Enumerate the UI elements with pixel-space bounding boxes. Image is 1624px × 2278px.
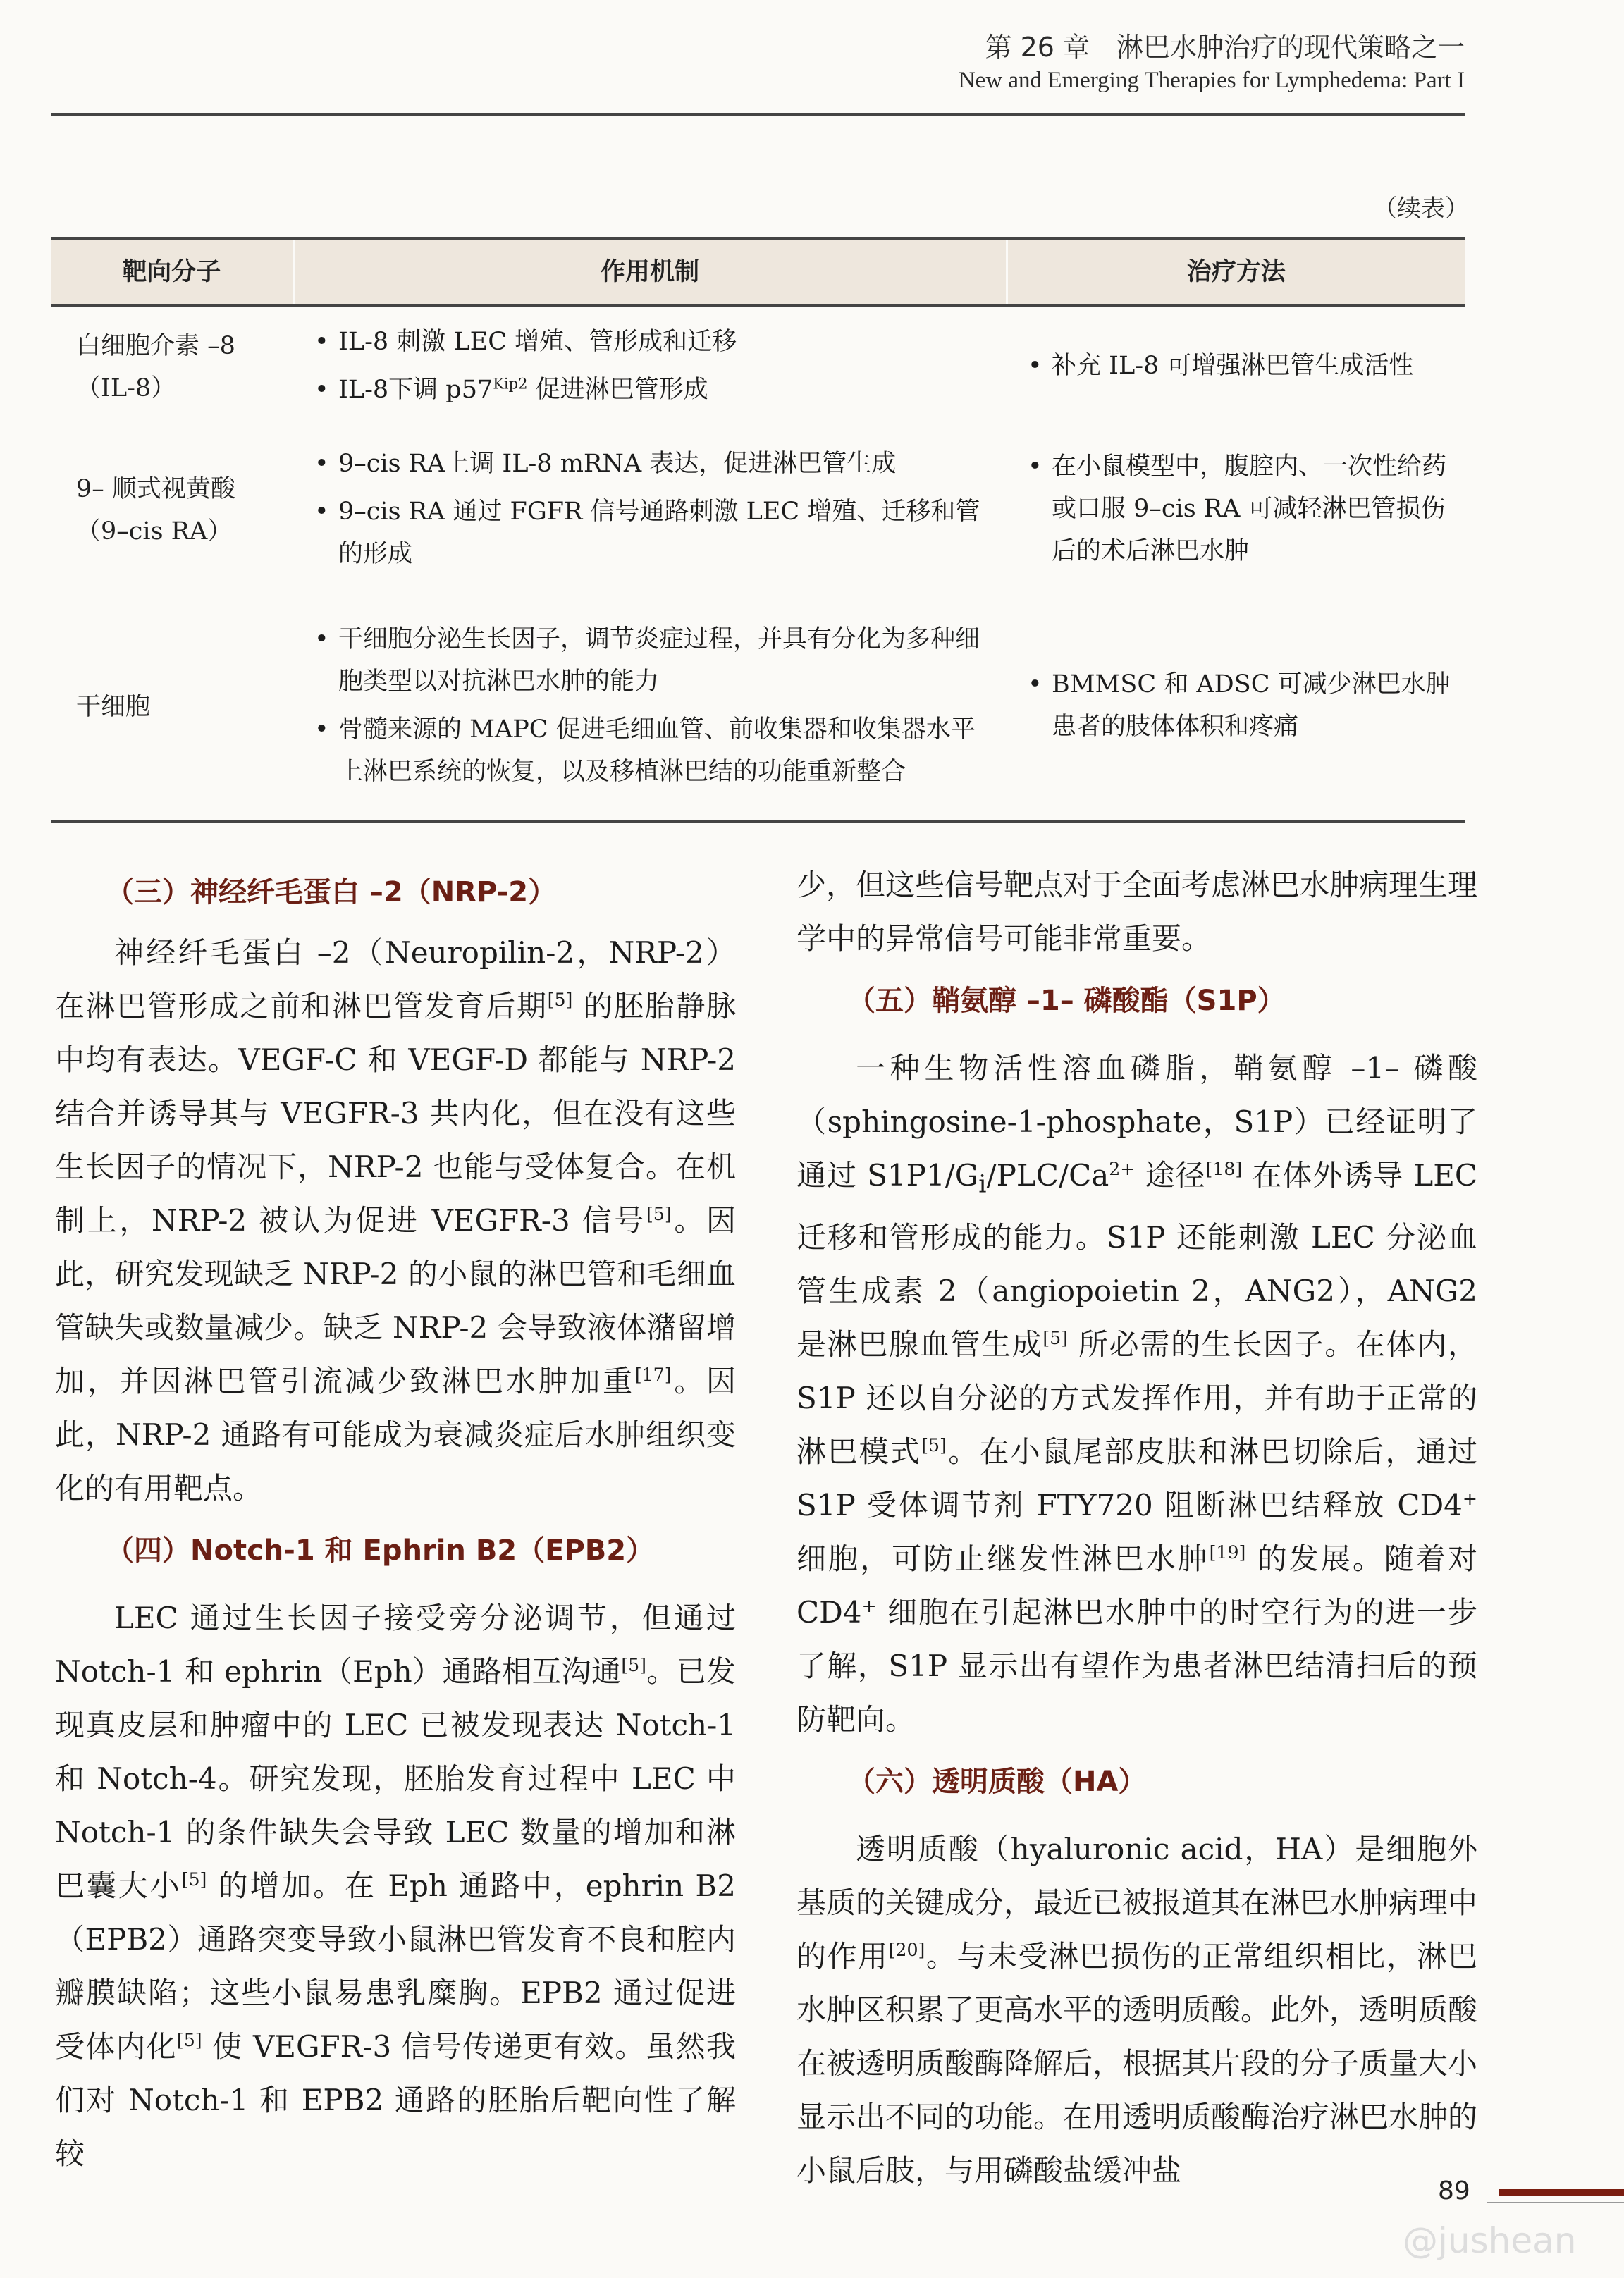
- left-column: [55, 858, 736, 2181]
- row-target: 干细胞: [51, 593, 293, 821]
- paragraph-nrp2: 神经纤毛蛋白 –2（Neuropilin-2，NRP-2）在淋巴管形成之前和淋巴管发育后期[5] 的胚胎静脉中均有表达。VEGF-C 和 VEGF-D 都能与 NRP-2 结合并诱导其与 VEGFR-3 共内化，但在没有这些生长因子的情况下，NRP-2 也能与受体复合。在机制上，NRP-2 被认为促进 VEGFR-3 信号[5]。因此，研究发现缺乏 NRP-2 的小鼠的淋巴管和毛细血管缺失或数量减少。缺乏 NRP-2 会导致液体潴留增加，并因淋巴管引流减少致淋巴水肿加重[17]。因此，NRP-2 通路有可能成为衰减炎症后水肿组织变化的有用靶点。: [55, 935, 736, 1506]
- therapy-bullet: • 在小鼠模型中，腹腔内、一次性给药或口服 9–cis RA 可减轻淋巴管损伤后的术后淋巴水肿: [1021, 445, 1451, 572]
- mechanism-bullet: • 骨髓来源的 MAPC 促进毛细血管、前收集器和收集器水平上淋巴系统的恢复，以及移植淋巴结的功能重新整合: [307, 708, 992, 793]
- therapy-bullet: • 补充 IL-8 可增强淋巴管生成活性: [1021, 345, 1451, 387]
- mechanism-bullet: • IL-8 刺激 LEC 增殖、管形成和迁移: [307, 321, 992, 363]
- watermark-text: @jushean: [1403, 2220, 1577, 2261]
- chapter-title-en: New and Emerging Therapies for Lymphedema: Part I: [958, 68, 1465, 93]
- paragraph-notch: LEC 通过生长因子接受旁分泌调节，但通过 Notch-1 和 ephrin（Eph）通路相互沟通[5]。已发现真皮层和肿瘤中的 LEC 已被发现表达 Notch-1 和 Notch-4。研究发现，胚胎发育过程中 LEC 中 Notch-1 的条件缺失会导致 LEC 数量的增加和淋巴囊大小[5] 的增加。在 Eph 通路中，ephrin B2（EPB2）通路突变导致小鼠淋巴管发育不良和腔内瓣膜缺陷；这些小鼠易患乳糜胸。EPB2 通过促进受体内化[5] 使 VEGFR-3 信号传递更有效。虽然我们对 Notch-1 和 EPB2 通路的胚胎后靶向性了解较: [55, 1601, 736, 2171]
- row-mechanism: [293, 426, 1007, 593]
- header-mechanism: 作用机制: [293, 238, 1007, 306]
- chapter-title-cn: 第 26 章 淋巴水肿治疗的现代策略之一: [985, 32, 1465, 63]
- section-heading-s1p: （五）鞘氨醇 –1– 磷酸酯（S1P）: [847, 985, 1286, 1017]
- header-target: 靶向分子: [51, 238, 293, 306]
- section-heading-ha: （六）透明质酸（HA）: [847, 1766, 1147, 1799]
- section-heading-notch: （四）Notch-1 和 Ephrin B2（EPB2）: [106, 1534, 655, 1567]
- footer-rule: [1487, 2202, 1624, 2203]
- header-therapy: 治疗方法: [1007, 238, 1465, 306]
- table-header-row: [51, 238, 1465, 306]
- row-target: 9– 顺式视黄酸 （9–cis RA）: [76, 475, 235, 546]
- page-number: 89: [1438, 2177, 1470, 2205]
- therapy-bullet: • BMMSC 和 ADSC 可减少淋巴水肿患者的肢体体积和疼痛: [1021, 663, 1451, 748]
- row-mechanism: [293, 593, 1007, 821]
- table-row: [51, 593, 1465, 821]
- row-mechanism: [293, 306, 1007, 427]
- paragraph-ha: 透明质酸（hyaluronic acid，HA）是细胞外基质的关键成分，最近已被报道其在淋巴水肿病理中的作用[20]。与未受淋巴损伤的正常组织相比，淋巴水肿区积累了更高水平的透明质酸。此外，透明质酸在被透明质酸酶降解后，根据其片段的分子质量大小显示出不同的功能。在用透明质酸酶治疗淋巴水肿的小鼠后肢，与用磷酸盐缓冲盐: [796, 1832, 1478, 2188]
- paragraph-s1p: 一种生物活性溶血磷脂，鞘氨醇 –1– 磷酸（sphingosine-1-phosphate，S1P）已经证明了通过 $S1P1/G_i/PLC/Ca^{2+}$ 途径[18] 在体外诱导 LEC 迁移和管形成的能力。S1P 还能刺激 LEC 分泌血管生成素 2（angiopoietin 2，ANG2），ANG2 是淋巴腺血管生成[5] 所必需的生长因子。在体内，S1P 还以自分泌的方式发挥作用，并有助于正常的淋巴模式[5]。在小鼠尾部皮肤和淋巴切除后，通过 S1P 受体调节剂 FTY720 阻断淋巴结释放 CD4+ 细胞，可防止继发性淋巴水肿[19] 的发展。随着对 CD4+ 细胞在引起淋巴水肿中的时空行为的进一步了解，S1P 显示出有望作为患者淋巴结清扫后的预防靶向。: [796, 1051, 1478, 1737]
- row-target: 白细胞介素 –8 （IL-8）: [76, 332, 235, 402]
- mechanism-bullet: • 9–cis RA 通过 FGFR 信号通路刺激 LEC 增殖、迁移和管的形成: [307, 491, 992, 575]
- table-row: [51, 426, 1465, 593]
- table-continued-label: （续表）: [1373, 195, 1469, 223]
- row-therapy: [1007, 426, 1465, 593]
- right-column: [796, 858, 1477, 2198]
- paragraph-notch-continued: 少，但这些信号靶点对于全面考虑淋巴水肿病理生理学中的异常信号可能非常重要。: [796, 868, 1478, 956]
- row-therapy: [1007, 593, 1465, 821]
- mechanism-bullet: • 9–cis RA上调 IL-8 mRNA 表达，促进淋巴管生成: [307, 443, 992, 485]
- section-heading-nrp2: （三）神经纤毛蛋白 –2（NRP-2）: [106, 876, 557, 909]
- mechanism-bullet: • 干细胞分泌生长因子，调节炎症过程，并具有分化为多种细胞类型以对抗淋巴水肿的能力: [307, 618, 992, 703]
- header-rule: [51, 113, 1465, 116]
- page-number-bar: [1499, 2189, 1624, 2196]
- table-row: [51, 306, 1465, 427]
- mechanism-bullet: • IL-8下调 $p57^{Kip2}$ 促进淋巴管形成: [307, 369, 992, 411]
- row-therapy: [1007, 306, 1465, 427]
- therapy-table: [51, 237, 1465, 823]
